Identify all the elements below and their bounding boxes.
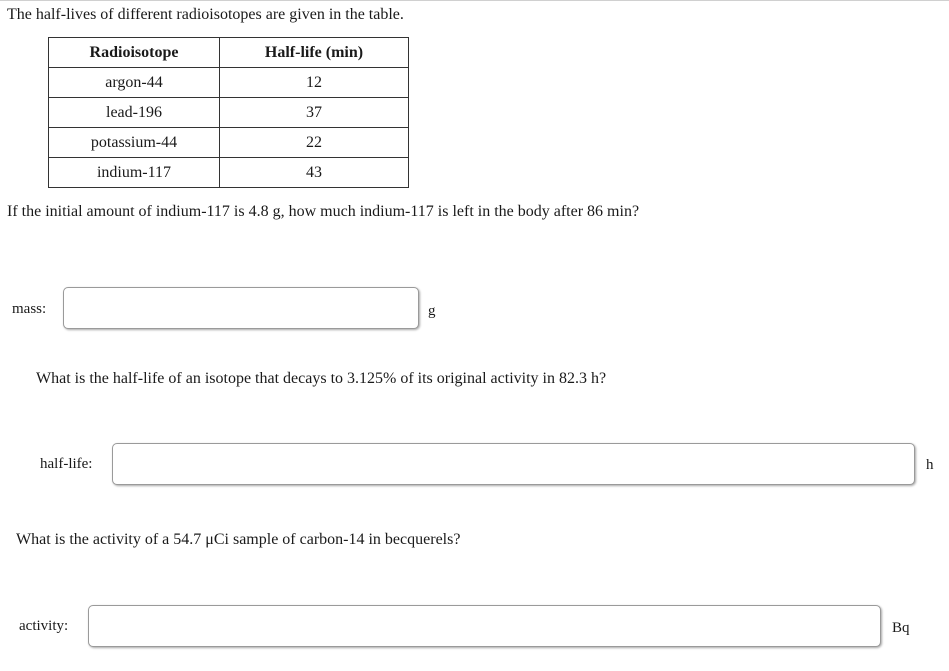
table-row: [49, 158, 409, 188]
column-header-half-life: Half-life (min): [220, 38, 409, 68]
top-divider: [0, 0, 949, 1]
activity-unit: Bq: [892, 620, 910, 636]
half-life-label: half-life:: [40, 456, 93, 472]
table-header-row: [49, 38, 409, 68]
half-life-cell: 43: [220, 158, 409, 188]
isotope-name-cell: potassium-44: [49, 128, 220, 158]
activity-label: activity:: [19, 618, 69, 634]
activity-input[interactable]: [88, 605, 881, 647]
half-life-input[interactable]: [112, 443, 915, 485]
mass-label: mass:: [12, 301, 47, 317]
mass-input[interactable]: [63, 287, 419, 329]
isotope-name-cell: argon-44: [49, 68, 220, 98]
table-row: [49, 68, 409, 98]
table-row: [49, 128, 409, 158]
half-life-table: [48, 37, 409, 188]
column-header-radioisotope: Radioisotope: [49, 38, 220, 68]
question-3-text: What is the activity of a 54.7 μCi sample of carbon-14 in becquerels?: [16, 531, 461, 548]
intro-text: The half-lives of different radioisotopes are given in the table.: [7, 6, 404, 23]
isotope-name-cell: indium-117: [49, 158, 220, 188]
half-life-cell: 37: [220, 98, 409, 128]
mass-unit: g: [428, 303, 436, 319]
table-row: [49, 98, 409, 128]
half-life-cell: 12: [220, 68, 409, 98]
question-2-text: What is the half-life of an isotope that decays to 3.125% of its original activity in 82.3 h?: [36, 370, 607, 387]
half-life-unit: h: [926, 457, 934, 473]
half-life-cell: 22: [220, 128, 409, 158]
isotope-name-cell: lead-196: [49, 98, 220, 128]
question-1-text: If the initial amount of indium-117 is 4.8 g, how much indium-117 is left in the body after 86 min?: [7, 203, 640, 220]
